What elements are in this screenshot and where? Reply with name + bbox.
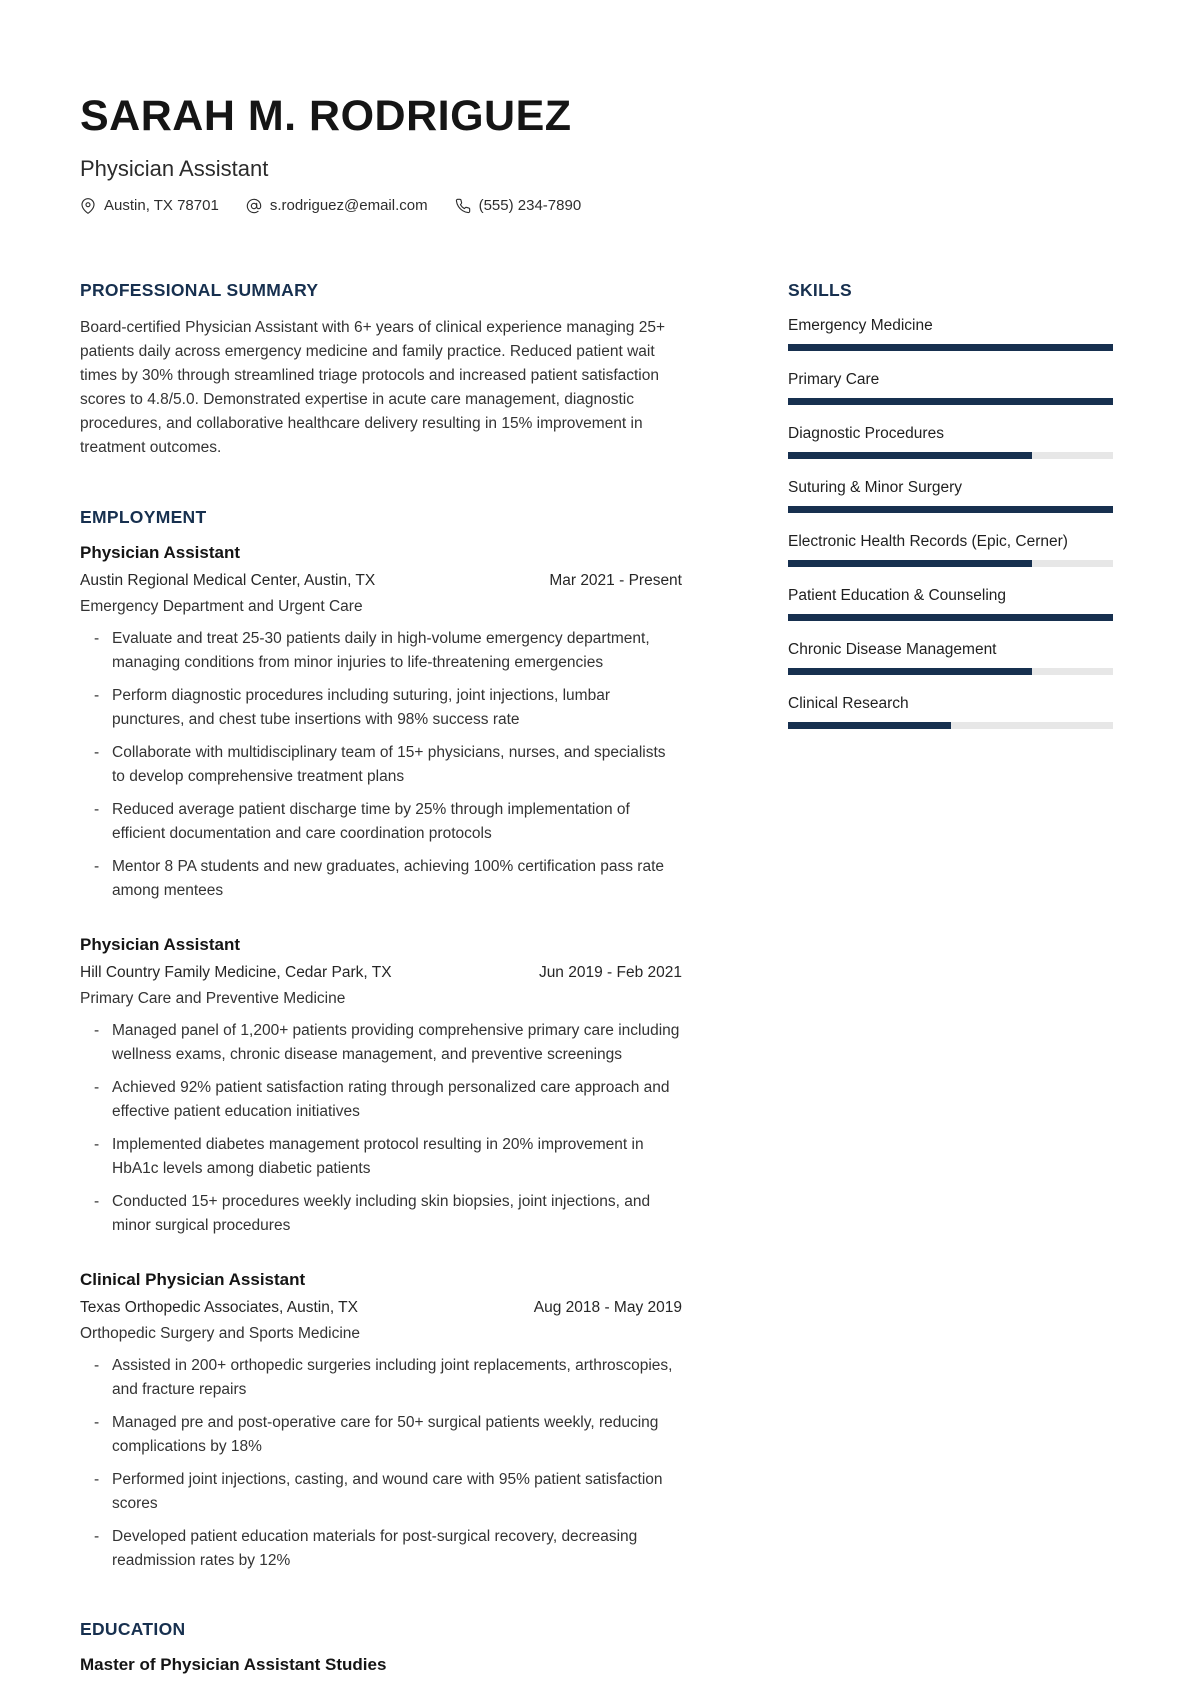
contact-location-text: Austin, TX 78701 — [104, 197, 219, 215]
section-employment — [80, 507, 682, 1573]
job-bullet — [94, 741, 682, 789]
skill-label: Patient Education & Counseling — [788, 587, 1007, 605]
job-company: Austin Regional Medical Center, Austin, TX — [80, 572, 376, 590]
section-education — [80, 1619, 682, 1675]
contact-email-text: s.rodriguez@email.com — [269, 197, 428, 215]
bullet-text: Conducted 15+ procedures weekly including skin biopsies, joint injections, and minor surgical procedures — [112, 1193, 651, 1235]
education-degree: Master of Physician Assistant Studies — [80, 1655, 387, 1675]
job-department: Emergency Department and Urgent Care — [80, 598, 363, 616]
job-bullet — [94, 1468, 682, 1516]
bullet-dash: - — [94, 1079, 100, 1097]
skill-bar-fill — [788, 398, 1113, 405]
skill-label: Clinical Research — [788, 695, 909, 713]
skill-item — [788, 370, 1113, 405]
job-title: Physician Assistant — [80, 935, 240, 955]
skill-bar-fill — [788, 614, 1113, 621]
sidebar-column — [788, 280, 1113, 748]
section-professional-summary — [80, 280, 682, 460]
bullet-text: Collaborate with multidisciplinary team of 15+ physicians, nurses, and specialists to develop comprehensive treatment plans — [112, 744, 666, 786]
job-bullet — [94, 798, 682, 846]
skill-item — [788, 694, 1113, 729]
job-bullets — [80, 627, 682, 903]
bullet-text: Mentor 8 PA students and new graduates, achieving 100% certification pass rate among mentees — [112, 858, 665, 900]
job-bullet — [94, 1411, 682, 1459]
contact-phone-text: (555) 234-7890 — [478, 197, 582, 215]
job-bullet — [94, 684, 682, 732]
skill-item — [788, 424, 1113, 459]
job-company-row — [80, 572, 682, 590]
job-dates: Jun 2019 - Feb 2021 — [538, 964, 682, 982]
job-company-row — [80, 964, 682, 982]
resume-header — [80, 94, 1113, 214]
skills-list — [788, 316, 1113, 729]
bullet-text: Assisted in 200+ orthopedic surgeries including joint replacements, arthroscopies, and fracture repairs — [112, 1357, 673, 1399]
job-bullet — [94, 1019, 682, 1067]
job-department: Primary Care and Preventive Medicine — [80, 990, 346, 1008]
job-company: Texas Orthopedic Associates, Austin, TX — [80, 1299, 358, 1317]
skill-bar-fill — [788, 668, 1032, 675]
skill-bar-fill — [788, 560, 1032, 567]
skill-item — [788, 478, 1113, 513]
job-bullet — [94, 627, 682, 675]
bullet-dash: - — [94, 1022, 100, 1040]
skill-bar-fill — [788, 344, 1113, 351]
job-title: Physician Assistant — [80, 543, 240, 563]
bullet-text: Perform diagnostic procedures including suturing, joint injections, lumbar punctures, and chest tube insertions with 98% success rate — [112, 687, 610, 729]
contact-location — [80, 197, 219, 214]
job-bullets — [80, 1354, 682, 1573]
skill-item — [788, 640, 1113, 675]
skill-label: Emergency Medicine — [788, 317, 933, 335]
bullet-text: Implemented diabetes management protocol resulting in 20% improvement in HbA1c levels among diabetic patients — [112, 1136, 644, 1178]
bullet-text: Developed patient education materials for post-surgical recovery, decreasing readmission rates by 12% — [112, 1528, 638, 1570]
job-title: Clinical Physician Assistant — [80, 1270, 306, 1290]
main-column — [80, 280, 682, 1675]
skill-label: Diagnostic Procedures — [788, 425, 944, 443]
bullet-dash: - — [94, 858, 100, 876]
job-bullet — [94, 1525, 682, 1573]
skill-label: Primary Care — [788, 371, 880, 389]
contact-row — [80, 197, 1113, 214]
job-entry — [80, 935, 682, 1238]
candidate-title: Physician Assistant — [80, 156, 269, 182]
bullet-text: Reduced average patient discharge time by 25% through implementation of efficient documentation and care coordination protocols — [112, 801, 630, 843]
skill-bar-track — [788, 668, 1113, 675]
skill-bar-track — [788, 614, 1113, 621]
contact-phone — [455, 197, 582, 214]
contact-email — [246, 197, 428, 214]
job-department: Orthopedic Surgery and Sports Medicine — [80, 1325, 361, 1343]
skill-item — [788, 586, 1113, 621]
location-pin-icon — [80, 198, 96, 214]
skill-label: Chronic Disease Management — [788, 641, 997, 659]
job-bullet — [94, 855, 682, 903]
bullet-dash: - — [94, 1193, 100, 1211]
bullet-dash: - — [94, 1136, 100, 1154]
bullet-dash: - — [94, 687, 100, 705]
bullet-text: Achieved 92% patient satisfaction rating through personalized care approach and effective patient education initiatives — [112, 1079, 670, 1121]
skill-label: Electronic Health Records (Epic, Cerner) — [788, 533, 1068, 551]
skill-item — [788, 532, 1113, 567]
skill-bar-fill — [788, 506, 1113, 513]
skill-bar-track — [788, 452, 1113, 459]
bullet-dash: - — [94, 1414, 100, 1432]
skill-bar-track — [788, 506, 1113, 513]
skill-bar-track — [788, 560, 1113, 567]
job-bullet — [94, 1076, 682, 1124]
jobs-list — [80, 543, 682, 1573]
bullet-text: Performed joint injections, casting, and wound care with 95% patient satisfaction scores — [112, 1471, 663, 1513]
job-bullets — [80, 1019, 682, 1238]
resume-body — [80, 280, 1113, 1675]
bullet-dash: - — [94, 1528, 100, 1546]
bullet-text: Evaluate and treat 25-30 patients daily in high-volume emergency department, managing conditions from minor injuries to life-threatening emergencies — [112, 630, 650, 672]
bullet-dash: - — [94, 744, 100, 762]
education-heading: EDUCATION — [80, 1619, 186, 1640]
job-dates: Aug 2018 - May 2019 — [533, 1299, 682, 1317]
employment-heading: EMPLOYMENT — [80, 507, 207, 528]
bullet-dash: - — [94, 1471, 100, 1489]
job-company: Hill Country Family Medicine, Cedar Park, TX — [80, 964, 392, 982]
bullet-dash: - — [94, 1357, 100, 1375]
skill-bar-fill — [788, 722, 951, 729]
summary-text: Board-certified Physician Assistant with 6+ years of clinical experience managing 25+ patients daily across emergency medicine and family practice. Reduced patient wait times by 30% through streamlined triage protocols and increased patient satisfaction scores to 4.8/5.0. Demonstrated expertise in acute care management, diagnostic procedures, and collaborative healthcare delivery resulting in 15% improvement in treatment outcomes. — [80, 319, 666, 457]
skill-bar-track — [788, 344, 1113, 351]
skill-item — [788, 316, 1113, 351]
bullet-text: Managed pre and post-operative care for 50+ surgical patients weekly, reducing complications by 18% — [112, 1414, 659, 1456]
job-entry — [80, 543, 682, 903]
job-company-row — [80, 1299, 682, 1317]
job-dates: Mar 2021 - Present — [549, 572, 682, 590]
job-bullet — [94, 1354, 682, 1402]
bullet-dash: - — [94, 801, 100, 819]
bullet-dash: - — [94, 630, 100, 648]
skill-bar-fill — [788, 452, 1032, 459]
skill-bar-track — [788, 722, 1113, 729]
phone-icon — [455, 198, 471, 214]
summary-heading: PROFESSIONAL SUMMARY — [80, 280, 319, 301]
section-skills — [788, 280, 1113, 729]
skills-heading: SKILLS — [788, 280, 853, 301]
job-bullet — [94, 1190, 682, 1238]
bullet-text: Managed panel of 1,200+ patients providing comprehensive primary care including wellness exams, chronic disease management, and preventive screenings — [112, 1022, 680, 1064]
candidate-name: SARAH M. RODRIGUEZ — [80, 92, 572, 140]
skill-bar-track — [788, 398, 1113, 405]
skill-label: Suturing & Minor Surgery — [788, 479, 963, 497]
at-sign-icon — [246, 198, 262, 214]
job-entry — [80, 1270, 682, 1573]
job-bullet — [94, 1133, 682, 1181]
